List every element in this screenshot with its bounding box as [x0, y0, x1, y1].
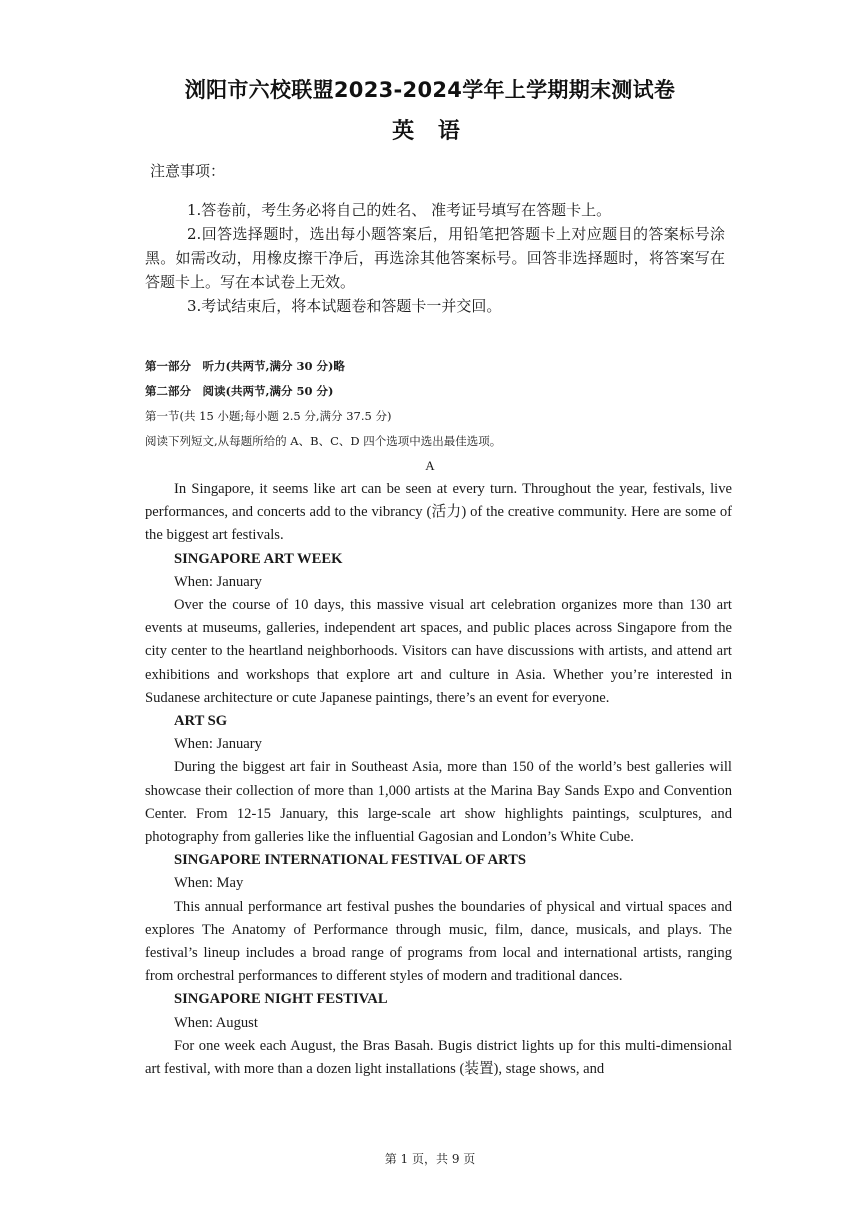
subject-title: 英 语 — [392, 119, 468, 144]
event-when: When: January — [174, 573, 262, 590]
event-name: SINGAPORE INTERNATIONAL FESTIVAL OF ARTS — [174, 852, 526, 869]
notice-item-text: 1.答卷前，考生务必将自己的姓名、 准考证号填写在答题卡上。 — [187, 201, 612, 219]
page-footer: 第 1 页，共 9 页 — [384, 1152, 476, 1166]
reading-instruction: 阅读下列短文,从每题所给的 A、B、C、D 四个选项中选出最佳选项。 — [145, 434, 502, 448]
notice-item-text: 2.回答选择题时，选出每小题答案后，用铅笔把答题卡上对应题目的答案标号涂黑。如需改动，用橡皮擦干净后，再选涂其他答案标号。回答非选择题时，将答案写在答题卡上。写在本试卷上无效。 — [145, 225, 725, 291]
passage-label: A — [425, 458, 435, 473]
part2-heading: 第二部分 阅读(共两节,满分 50 分) — [145, 384, 334, 398]
event-text: Over the course of 10 days, this massive visual art celebration organizes more than 130 art events at museums, galleries, independent art spaces, and public places across Singapore from the city center to the heartland neighborhoods. Visitors can have discussions with artists, and attend art exhibitions and workshops that explore art and culture in Asia. Whether you’re interested in Sudanese architecture or cute Japanese paintings, there’s an event for everyone. — [145, 597, 732, 706]
exam-title: 浏阳市六校联盟2023-2024学年上学期期末测试卷 — [184, 78, 676, 102]
passage-intro: In Singapore, it seems like art can be seen at every turn. Throughout the year, festivals, live performances, and concerts add to the vibrancy (活力) of the creative community. Here are some of the biggest art festivals. — [145, 481, 732, 544]
event-text: For one week each August, the Bras Basah. Bugis district lights up for this multi-dimensional art festival, with more than a dozen light installations (装置), stage shows, and — [145, 1037, 732, 1078]
notice-item — [145, 198, 725, 222]
notice-item — [145, 222, 725, 294]
event-name: ART SG — [174, 713, 228, 730]
event-when: When: August — [174, 1014, 258, 1031]
passage-body — [145, 478, 732, 1081]
notice-item-text: 3.考试结束后，将本试题卷和答题卡一并交回。 — [187, 297, 502, 315]
event-name: SINGAPORE NIGHT FESTIVAL — [174, 991, 388, 1008]
notice-heading: 注意事项： — [150, 162, 226, 180]
event-when: When: May — [174, 875, 244, 892]
section1-heading: 第一节(共 15 小题;每小题 2.5 分,满分 37.5 分) — [145, 409, 392, 423]
event-when: When: January — [174, 736, 262, 753]
part1-heading: 第一部分 听力(共两节,满分 30 分)略 — [145, 359, 345, 373]
notice-item — [145, 294, 725, 318]
event-text: During the biggest art fair in Southeast Asia, more than 150 of the world’s best galleries will showcase their collection of more than 1,000 artists at the Marina Bay Sands Expo and Convention Center. From 12-15 January, this large-scale art show highlights paintings, sculptures, and photography from galleries like the influential Gagosian and London’s White Cube. — [145, 759, 732, 846]
event-text: This annual performance art festival pushes the boundaries of physical and virtual spaces and explores The Anatomy of Performance through music, film, dance, musicals, and plays. The festival’s lineup includes a broad range of programs from local and international artists, ranging from orchestral performances to different styles of modern and traditional dances. — [145, 898, 732, 985]
event-name: SINGAPORE ART WEEK — [174, 550, 343, 567]
